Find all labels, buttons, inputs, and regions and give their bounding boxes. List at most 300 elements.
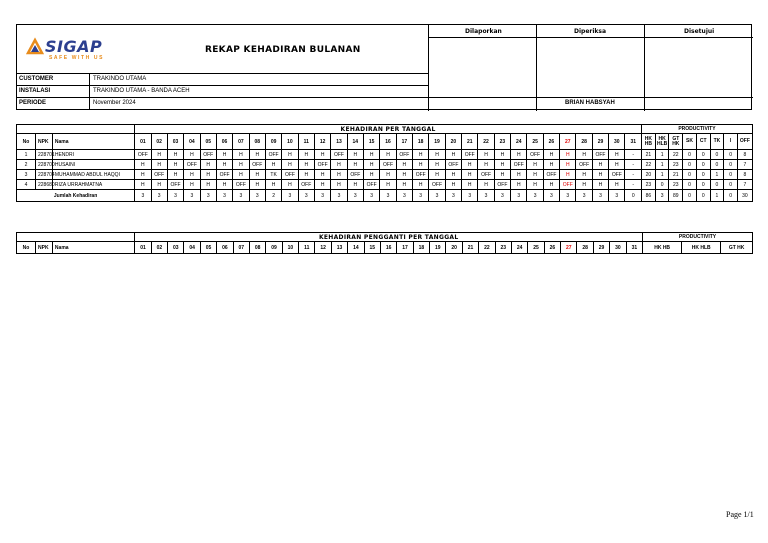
day-header: 22 bbox=[479, 242, 495, 254]
row-nama: MUHAMMAD ABDUL HAQQI bbox=[52, 170, 134, 180]
productivity-cell: 1 bbox=[710, 170, 724, 180]
info-label: INSTALASI bbox=[19, 88, 51, 94]
checked-name: BRIAN HABSYAH bbox=[565, 100, 615, 106]
page-number: Page 1/1 bbox=[726, 510, 754, 519]
productivity-cell: 20 bbox=[642, 170, 656, 180]
productivity-cell: 0 bbox=[696, 160, 710, 170]
day-header: 07 bbox=[233, 242, 249, 254]
row-nama: HENDRI bbox=[52, 150, 134, 160]
productivity-cell: 1 bbox=[655, 170, 669, 180]
day-cell: H bbox=[184, 150, 200, 160]
total-cell: 3 bbox=[184, 190, 200, 202]
replacement-caption-row bbox=[17, 233, 753, 242]
day-cell: OFF bbox=[429, 180, 445, 190]
total-cell: 0 bbox=[625, 190, 642, 202]
row-npk: 228701 bbox=[35, 150, 52, 160]
day-header: 12 bbox=[315, 242, 331, 254]
productivity-cell: 0 bbox=[724, 160, 738, 170]
day-header: 08 bbox=[249, 134, 265, 150]
productivity-cell: 7 bbox=[737, 180, 752, 190]
day-cell: H bbox=[380, 150, 396, 160]
day-header: 11 bbox=[299, 242, 315, 254]
table-row bbox=[17, 160, 753, 170]
day-cell: H bbox=[151, 150, 167, 160]
day-cell: OFF bbox=[609, 170, 625, 180]
day-header: 16 bbox=[380, 242, 396, 254]
day-cell: H bbox=[233, 150, 249, 160]
total-cell: 3 bbox=[396, 190, 412, 202]
day-header: 27 bbox=[560, 134, 576, 150]
total-cell: 3 bbox=[298, 190, 314, 202]
total-productivity-cell: 89 bbox=[669, 190, 683, 202]
info-instalasi bbox=[17, 85, 428, 97]
day-cell: H bbox=[347, 160, 363, 170]
info-value: TRAKINDO UTAMA bbox=[93, 76, 147, 82]
day-cell: H bbox=[314, 150, 330, 160]
day-cell: OFF bbox=[249, 160, 265, 170]
day-cell: H bbox=[331, 170, 347, 180]
day-cell: H bbox=[576, 180, 592, 190]
day-cell: H bbox=[216, 180, 232, 190]
info-label: PERIODE bbox=[19, 100, 47, 106]
day-header: 03 bbox=[167, 134, 183, 150]
row-npk: 228700 bbox=[35, 160, 52, 170]
replacement-header-row bbox=[17, 242, 753, 254]
total-cell: 3 bbox=[314, 190, 330, 202]
total-cell: 3 bbox=[462, 190, 478, 202]
day-header: 01 bbox=[135, 134, 151, 150]
col-npk-header: NPK bbox=[35, 134, 52, 150]
day-cell: H bbox=[396, 170, 412, 180]
day-header: 13 bbox=[331, 134, 347, 150]
total-cell: 3 bbox=[511, 190, 527, 202]
day-cell: OFF bbox=[396, 150, 412, 160]
day-cell: H bbox=[200, 170, 216, 180]
day-header: 06 bbox=[216, 134, 232, 150]
day-header: 04 bbox=[184, 242, 200, 254]
day-cell: H bbox=[380, 180, 396, 190]
row-no: 3 bbox=[17, 170, 36, 180]
day-cell: H bbox=[592, 160, 608, 170]
day-header: 24 bbox=[511, 242, 527, 254]
day-header: 25 bbox=[527, 134, 543, 150]
total-cell: 3 bbox=[560, 190, 576, 202]
productivity-cell: 0 bbox=[696, 170, 710, 180]
company-logo bbox=[27, 39, 137, 69]
day-cell: H bbox=[527, 170, 543, 180]
productivity-cell: 22 bbox=[642, 160, 656, 170]
day-header: 14 bbox=[348, 242, 364, 254]
day-cell: OFF bbox=[592, 150, 608, 160]
productivity-cell: 0 bbox=[696, 180, 710, 190]
day-cell: H bbox=[462, 160, 478, 170]
day-header: 19 bbox=[429, 134, 445, 150]
day-cell: H bbox=[478, 150, 494, 160]
day-header: 19 bbox=[430, 242, 446, 254]
day-cell: OFF bbox=[331, 150, 347, 160]
day-cell: OFF bbox=[298, 180, 314, 190]
day-cell: H bbox=[282, 180, 298, 190]
productivity-cell: 7 bbox=[737, 160, 752, 170]
total-cell: 3 bbox=[576, 190, 592, 202]
day-cell: H bbox=[543, 180, 559, 190]
replacement-productivity-caption: PRODUCTIVITY bbox=[643, 233, 753, 242]
total-cell: 3 bbox=[413, 190, 429, 202]
productivity-header: SK bbox=[683, 134, 697, 150]
day-cell: H bbox=[184, 180, 200, 190]
replacement-caption: KEHADIRAN PENGGANTI PER TANGGAL bbox=[135, 233, 643, 242]
day-cell: H bbox=[363, 150, 379, 160]
total-cell: 3 bbox=[380, 190, 396, 202]
day-cell: H bbox=[200, 160, 216, 170]
total-cell: 3 bbox=[200, 190, 216, 202]
day-header: 09 bbox=[266, 242, 282, 254]
day-cell: H bbox=[298, 150, 314, 160]
row-npk: 228704 bbox=[35, 170, 52, 180]
day-cell: OFF bbox=[363, 180, 379, 190]
logo-text: SIGAP bbox=[45, 37, 103, 56]
day-cell: OFF bbox=[233, 180, 249, 190]
productivity-cell: 0 bbox=[683, 160, 697, 170]
day-header: 22 bbox=[478, 134, 494, 150]
total-cell: 3 bbox=[478, 190, 494, 202]
day-cell: H bbox=[511, 170, 527, 180]
day-cell: H bbox=[462, 180, 478, 190]
day-header: 16 bbox=[380, 134, 396, 150]
day-cell: H bbox=[167, 160, 183, 170]
total-cell: 3 bbox=[347, 190, 363, 202]
day-cell: H bbox=[135, 170, 151, 180]
day-cell: H bbox=[609, 180, 625, 190]
day-cell: H bbox=[167, 150, 183, 160]
day-header: 31 bbox=[626, 242, 642, 254]
row-no: 2 bbox=[17, 160, 36, 170]
day-cell: H bbox=[494, 170, 510, 180]
productivity-cell: 0 bbox=[683, 150, 697, 160]
day-cell: H bbox=[135, 180, 151, 190]
day-header: 30 bbox=[609, 134, 625, 150]
total-cell: 3 bbox=[429, 190, 445, 202]
day-cell: H bbox=[494, 150, 510, 160]
day-cell: OFF bbox=[167, 180, 183, 190]
total-cell: 3 bbox=[282, 190, 298, 202]
productivity-header: HK HLB bbox=[655, 134, 669, 150]
day-cell: OFF bbox=[560, 180, 576, 190]
day-cell: H bbox=[135, 160, 151, 170]
day-cell: H bbox=[511, 150, 527, 160]
total-cell: 3 bbox=[445, 190, 461, 202]
day-cell: H bbox=[314, 180, 330, 190]
day-header: 18 bbox=[413, 134, 429, 150]
total-productivity-cell: 0 bbox=[724, 190, 738, 202]
day-cell: H bbox=[494, 160, 510, 170]
day-cell: H bbox=[249, 150, 265, 160]
day-cell: H bbox=[527, 180, 543, 190]
day-cell: H bbox=[249, 180, 265, 190]
row-npk: 228680 bbox=[35, 180, 52, 190]
total-productivity-cell: 86 bbox=[642, 190, 656, 202]
day-cell: H bbox=[609, 160, 625, 170]
info-value: TRAKINDO UTAMA - BANDA ACEH bbox=[93, 88, 190, 94]
day-cell: H bbox=[592, 180, 608, 190]
total-cell: 3 bbox=[249, 190, 265, 202]
day-cell: OFF bbox=[543, 170, 559, 180]
productivity-cell: 0 bbox=[724, 180, 738, 190]
checked-label: Diperiksa bbox=[574, 28, 607, 35]
day-cell: H bbox=[429, 150, 445, 160]
day-header: 06 bbox=[217, 242, 233, 254]
day-cell: H bbox=[560, 170, 576, 180]
day-header: 12 bbox=[314, 134, 330, 150]
productivity-cell: 0 bbox=[724, 150, 738, 160]
day-header: 28 bbox=[577, 242, 593, 254]
day-cell: H bbox=[282, 160, 298, 170]
day-cell: OFF bbox=[151, 170, 167, 180]
productivity-cell: 21 bbox=[669, 170, 683, 180]
day-cell: H bbox=[331, 160, 347, 170]
day-cell: H bbox=[413, 160, 429, 170]
day-header: 23 bbox=[494, 134, 510, 150]
reported-label: Dilaporkan bbox=[465, 28, 502, 35]
productivity-cell: 0 bbox=[724, 170, 738, 180]
day-cell: H bbox=[314, 170, 330, 180]
day-header: 15 bbox=[363, 134, 379, 150]
productivity-cell: 23 bbox=[669, 160, 683, 170]
day-cell: H bbox=[298, 170, 314, 180]
day-header: 24 bbox=[511, 134, 527, 150]
day-cell: OFF bbox=[200, 150, 216, 160]
day-cell: OFF bbox=[462, 150, 478, 160]
productivity-cell: 0 bbox=[655, 180, 669, 190]
day-cell: H bbox=[478, 180, 494, 190]
day-header: 14 bbox=[347, 134, 363, 150]
day-cell: H bbox=[478, 160, 494, 170]
day-cell: H bbox=[184, 170, 200, 180]
replacement-attendance-table bbox=[16, 232, 753, 254]
productivity-cell: 0 bbox=[696, 150, 710, 160]
total-cell: 3 bbox=[167, 190, 183, 202]
productivity-cell: 0 bbox=[710, 180, 724, 190]
row-nama: HUSAINI bbox=[52, 160, 134, 170]
day-header: 21 bbox=[462, 242, 478, 254]
total-cell: 3 bbox=[216, 190, 232, 202]
row-no: 1 bbox=[17, 150, 36, 160]
total-cell: 3 bbox=[494, 190, 510, 202]
day-header: 30 bbox=[610, 242, 626, 254]
day-cell: H bbox=[347, 180, 363, 190]
day-cell: H bbox=[347, 150, 363, 160]
day-header: 11 bbox=[298, 134, 314, 150]
productivity-cell: 23 bbox=[669, 180, 683, 190]
col-nama-header: Nama bbox=[52, 242, 134, 254]
total-cell: 3 bbox=[135, 190, 151, 202]
total-productivity-cell: 0 bbox=[683, 190, 697, 202]
day-cell: H bbox=[363, 160, 379, 170]
day-cell: OFF bbox=[380, 160, 396, 170]
day-cell: H bbox=[445, 180, 461, 190]
productivity-header: HK HLB bbox=[682, 242, 721, 254]
productivity-cell: 1 bbox=[655, 150, 669, 160]
day-cell: H bbox=[445, 170, 461, 180]
row-no: 4 bbox=[17, 180, 36, 190]
day-cell: H bbox=[363, 170, 379, 180]
day-cell: H bbox=[396, 180, 412, 190]
total-cell: 3 bbox=[331, 190, 347, 202]
day-cell: H bbox=[445, 150, 461, 160]
day-cell: H bbox=[527, 160, 543, 170]
productivity-header: GT HK bbox=[721, 242, 753, 254]
total-label: Jumlah Kehadiran bbox=[17, 190, 135, 202]
col-npk-header: NPK bbox=[36, 242, 53, 254]
row-nama: RIZA URRAHMATNA bbox=[52, 180, 134, 190]
day-cell: OFF bbox=[282, 170, 298, 180]
attendance-header-row bbox=[17, 134, 753, 150]
day-cell: - bbox=[625, 170, 642, 180]
logo-mark-icon bbox=[27, 39, 43, 55]
total-cell: 3 bbox=[527, 190, 543, 202]
day-header: 05 bbox=[200, 242, 216, 254]
day-cell: OFF bbox=[527, 150, 543, 160]
total-cell: 3 bbox=[609, 190, 625, 202]
productivity-cell: 21 bbox=[642, 150, 656, 160]
table-row bbox=[17, 150, 753, 160]
day-cell: OFF bbox=[135, 150, 151, 160]
day-header: 05 bbox=[200, 134, 216, 150]
day-header: 02 bbox=[151, 242, 167, 254]
day-cell: H bbox=[429, 160, 445, 170]
productivity-header: CT bbox=[696, 134, 710, 150]
info-customer bbox=[17, 73, 428, 85]
total-cell: 3 bbox=[363, 190, 379, 202]
productivity-header: HK HB bbox=[643, 242, 682, 254]
productivity-cell: 22 bbox=[669, 150, 683, 160]
day-header: 18 bbox=[413, 242, 429, 254]
productivity-cell: 0 bbox=[710, 150, 724, 160]
day-header: 20 bbox=[446, 242, 462, 254]
attendance-caption-row bbox=[17, 125, 753, 134]
day-header: 08 bbox=[249, 242, 265, 254]
day-cell: OFF bbox=[413, 170, 429, 180]
day-cell: H bbox=[462, 170, 478, 180]
day-cell: H bbox=[380, 170, 396, 180]
day-header: 10 bbox=[282, 134, 298, 150]
productivity-cell: 1 bbox=[655, 160, 669, 170]
total-cell: 2 bbox=[265, 190, 281, 202]
day-cell: - bbox=[625, 180, 642, 190]
day-header: 09 bbox=[265, 134, 281, 150]
day-cell: H bbox=[298, 160, 314, 170]
day-cell: OFF bbox=[265, 150, 281, 160]
report-header bbox=[16, 24, 752, 110]
day-cell: H bbox=[396, 160, 412, 170]
day-cell: H bbox=[543, 160, 559, 170]
total-productivity-cell: 0 bbox=[696, 190, 710, 202]
table-row bbox=[17, 170, 753, 180]
productivity-cell: 8 bbox=[737, 150, 752, 160]
day-cell: H bbox=[167, 170, 183, 180]
day-cell: H bbox=[216, 160, 232, 170]
day-cell: H bbox=[282, 150, 298, 160]
day-cell: H bbox=[216, 150, 232, 160]
day-header: 28 bbox=[576, 134, 592, 150]
day-header: 26 bbox=[543, 134, 559, 150]
day-cell: H bbox=[151, 180, 167, 190]
col-nama-header: Nama bbox=[52, 134, 134, 150]
day-cell: OFF bbox=[511, 160, 527, 170]
day-cell: OFF bbox=[494, 180, 510, 190]
productivity-cell: 23 bbox=[642, 180, 656, 190]
day-header: 15 bbox=[364, 242, 380, 254]
day-cell: H bbox=[560, 160, 576, 170]
productivity-cell: 8 bbox=[737, 170, 752, 180]
day-header: 02 bbox=[151, 134, 167, 150]
total-cell: 3 bbox=[151, 190, 167, 202]
total-productivity-cell: 30 bbox=[737, 190, 752, 202]
day-header: 29 bbox=[592, 134, 608, 150]
day-cell: H bbox=[331, 180, 347, 190]
day-header: 20 bbox=[445, 134, 461, 150]
day-cell: H bbox=[233, 170, 249, 180]
productivity-caption: PRODUCTIVITY bbox=[642, 125, 753, 134]
day-cell: H bbox=[511, 180, 527, 190]
day-cell: H bbox=[265, 180, 281, 190]
productivity-cell: 0 bbox=[683, 170, 697, 180]
day-cell: H bbox=[576, 150, 592, 160]
day-header: 13 bbox=[331, 242, 347, 254]
day-header: 27 bbox=[561, 242, 577, 254]
productivity-cell: 0 bbox=[710, 160, 724, 170]
total-cell: 3 bbox=[592, 190, 608, 202]
attendance-table bbox=[16, 124, 753, 202]
total-cell: 3 bbox=[233, 190, 249, 202]
day-header: 21 bbox=[462, 134, 478, 150]
day-header: 17 bbox=[397, 242, 413, 254]
approved-label: Disetujui bbox=[684, 28, 715, 35]
day-header: 25 bbox=[528, 242, 544, 254]
attendance-caption: KEHADIRAN PER TANGGAL bbox=[135, 125, 642, 134]
total-productivity-cell: 1 bbox=[710, 190, 724, 202]
info-label: CUSTOMER bbox=[19, 76, 54, 82]
totals-row bbox=[17, 190, 753, 202]
info-periode bbox=[17, 97, 428, 109]
productivity-header: HK HB bbox=[642, 134, 656, 150]
day-header: 01 bbox=[135, 242, 151, 254]
day-header: 29 bbox=[593, 242, 609, 254]
total-productivity-cell: 3 bbox=[655, 190, 669, 202]
day-cell: OFF bbox=[478, 170, 494, 180]
day-cell: - bbox=[625, 150, 642, 160]
day-header: 07 bbox=[233, 134, 249, 150]
info-value: November 2024 bbox=[93, 100, 136, 106]
day-cell: OFF bbox=[576, 160, 592, 170]
day-cell: H bbox=[413, 150, 429, 160]
day-cell: H bbox=[592, 170, 608, 180]
logo-tagline: SAFE WITH US bbox=[49, 55, 105, 61]
productivity-header: OFF bbox=[737, 134, 752, 150]
day-cell: H bbox=[429, 170, 445, 180]
day-cell: - bbox=[625, 160, 642, 170]
day-cell: H bbox=[413, 180, 429, 190]
day-cell: OFF bbox=[216, 170, 232, 180]
day-cell: H bbox=[609, 150, 625, 160]
day-cell: OFF bbox=[347, 170, 363, 180]
day-header: 26 bbox=[544, 242, 560, 254]
col-no-header: No bbox=[17, 242, 36, 254]
day-cell: H bbox=[265, 160, 281, 170]
total-cell: 3 bbox=[543, 190, 559, 202]
day-cell: OFF bbox=[314, 160, 330, 170]
day-cell: H bbox=[151, 160, 167, 170]
